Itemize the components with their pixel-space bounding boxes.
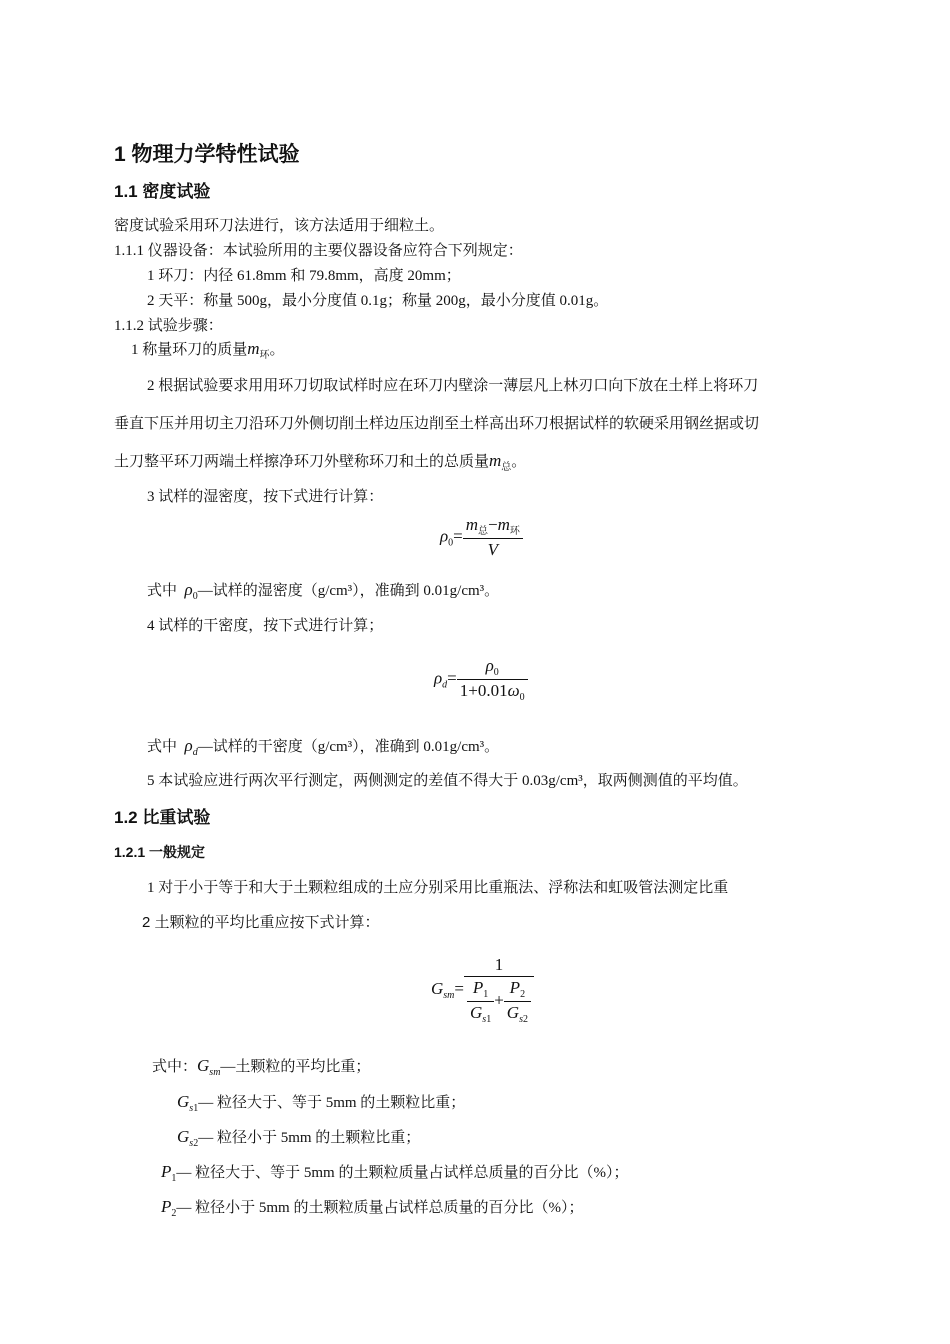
subscript-0: 0 — [519, 692, 525, 703]
subscript-d: d — [192, 747, 198, 758]
formula-average-specific-gravity — [431, 955, 534, 1025]
numerator-one: 1 — [464, 955, 534, 977]
symbol-m: m — [489, 451, 502, 470]
equipment-item-ring-knife: 1 环刀：内径 61.8mm 和 79.8mm，高度 20mm； — [147, 268, 461, 284]
definition-gsm — [152, 1055, 370, 1078]
denominator-gs2 — [504, 1002, 531, 1025]
numerator-p1 — [467, 978, 494, 1002]
fraction-p2-gs2 — [504, 978, 531, 1025]
symbol-rho: ρ — [184, 736, 193, 755]
section-1-2-heading: 1.2 比重试验 — [114, 808, 211, 827]
where-prefix: 式中 — [147, 739, 178, 755]
step-2-line-3-text: 土刀整平环刀两端土样擦净环刀外壁称环刀和土的总质量 — [114, 454, 490, 470]
fraction — [463, 515, 523, 560]
definition-text: — 粒径大于、等于 5mm 的土颗粒质量占试样总质量的百分比（%）； — [176, 1165, 629, 1181]
where-prefix: 式中： — [152, 1059, 198, 1075]
symbol-rho: ρ — [440, 526, 449, 546]
equipment-heading: 1.1.1 仪器设备：本试验所用的主要仪器设备应符合下列规定： — [114, 243, 523, 259]
denominator-volume: V — [487, 540, 499, 559]
definition-gs1 — [177, 1091, 465, 1114]
subscript-0: 0 — [192, 591, 198, 602]
subscript-2: 2 — [520, 989, 526, 1000]
definition-gs2 — [177, 1126, 420, 1149]
subscript-sm: sm — [209, 1067, 221, 1078]
period: 。 — [511, 454, 527, 470]
symbol-g: G — [177, 1092, 190, 1111]
section-1-2-1-heading: 1.2.1 一般规定 — [114, 844, 206, 860]
subscript-2: 2 — [193, 1138, 199, 1149]
subscript-1: 1 — [171, 1173, 177, 1184]
step-5: 5 本试验应进行两次平行测定，两侧测定的差值不得大于 0.03g/cm³，取两侧测值的平均值。 — [147, 773, 748, 789]
symbol-rho: ρ — [434, 668, 443, 688]
fraction — [457, 656, 528, 703]
subscript-0: 0 — [448, 537, 454, 549]
symbol-g: G — [177, 1127, 190, 1146]
symbol-p: P — [161, 1197, 172, 1216]
subscript-0: 0 — [493, 667, 499, 678]
definition-p2 — [161, 1196, 583, 1219]
denominator-gs1 — [467, 1002, 494, 1025]
formula-dry-density — [434, 656, 528, 703]
subscript-d: d — [442, 679, 448, 691]
where-definition: —试样的干密度（g/cm³），准确到 0.01g/cm³。 — [197, 739, 500, 755]
equals-sign: = — [453, 526, 463, 546]
definition-text: — 粒径小于 5mm 的土颗粒比重； — [198, 1130, 421, 1146]
period: 。 — [269, 342, 285, 358]
step-2-line-1: 2 根据试验要求用用环刀切取试样时应在环刀内壁涂一薄层凡上林刃口向下放在土样上将环刀 — [147, 378, 759, 394]
step-3: 3 试样的湿密度，按下式进行计算： — [147, 489, 384, 505]
subscript-s: s — [482, 1014, 487, 1025]
equals-sign: = — [454, 978, 464, 998]
equipment-item-balance: 2 天平：称量 500g，最小分度值 0.1g；称量 200g，最小分度值 0.01g。 — [147, 293, 609, 309]
subscript-s: s — [189, 1138, 194, 1149]
fraction-p1-gs1 — [467, 978, 494, 1025]
symbol-g: G — [197, 1056, 210, 1075]
step-4: 4 试样的干密度，按下式进行计算； — [147, 618, 384, 634]
numerator — [457, 656, 528, 680]
plus-sign: + — [494, 990, 504, 1010]
subscript-total: 总 — [478, 526, 489, 537]
subscript-2: 2 — [171, 1208, 177, 1219]
numerator-p2 — [504, 978, 531, 1002]
denominator-constant: 1+0.01 — [459, 681, 508, 700]
section-1-heading: 1 物理力学特性试验 — [114, 143, 300, 166]
density-intro: 密度试验采用环刀法进行，该方法适用于细粒土。 — [114, 218, 445, 234]
symbol-m: m — [247, 339, 260, 358]
symbol-g: G — [506, 1003, 520, 1022]
definition-text: —土颗粒的平均比重； — [220, 1059, 371, 1075]
subscript-2: 2 — [522, 1014, 528, 1025]
formula-wet-density — [440, 515, 523, 560]
rule-1: 1 对于小于等于和大于土颗粒组成的土应分别采用比重瓶法、浮称法和虹吸管法测定比重 — [147, 880, 729, 896]
fraction-outer — [464, 955, 534, 1025]
numerator — [463, 515, 523, 539]
subscript-ring: 环 — [259, 350, 270, 361]
denominator-sum — [464, 977, 534, 1025]
step-2-line-2: 垂直下压并用切主刀沿环刀外侧切削土样边压边削至土样高出环刀根据试样的软硬采用钢丝据或切 — [114, 416, 760, 432]
symbol-p: P — [509, 978, 521, 997]
step-1-text: 1 称量环刀的质量 — [131, 342, 248, 358]
subscript-s: s — [189, 1103, 194, 1114]
definition-text: — 粒径大于、等于 5mm 的土颗粒比重； — [198, 1095, 466, 1111]
where-prefix: 式中 — [147, 583, 178, 599]
definition-text: — 粒径小于 5mm 的土颗粒质量占试样总质量的百分比（%）； — [176, 1200, 584, 1216]
minus-sign: − — [488, 515, 498, 534]
symbol-omega: ω — [507, 681, 520, 700]
subscript-total: 总 — [501, 462, 512, 473]
steps-heading: 1.1.2 试验步骤： — [114, 318, 223, 334]
symbol-p: P — [161, 1162, 172, 1181]
rule-2: 2 土颗粒的平均比重应按下式计算： — [142, 914, 380, 931]
denominator — [457, 680, 528, 703]
step-2-line-3 — [114, 450, 526, 473]
where-dry-density — [147, 735, 499, 758]
subscript-sm: sm — [443, 989, 455, 1001]
symbol-m: m — [497, 515, 510, 534]
where-definition: —试样的湿密度（g/cm³），准确到 0.01g/cm³。 — [197, 583, 500, 599]
subscript-1: 1 — [483, 989, 489, 1000]
symbol-rho: ρ — [184, 580, 193, 599]
step-1 — [131, 338, 285, 361]
section-1-1-heading: 1.1 密度试验 — [114, 182, 211, 201]
definition-p1 — [161, 1161, 628, 1184]
where-wet-density — [147, 579, 499, 602]
symbol-g: G — [431, 978, 444, 998]
symbol-p: P — [472, 978, 484, 997]
subscript-ring: 环 — [509, 526, 520, 537]
subscript-1: 1 — [193, 1103, 199, 1114]
subscript-s: s — [519, 1014, 523, 1025]
symbol-m: m — [465, 515, 479, 534]
subscript-1: 1 — [486, 1014, 492, 1025]
symbol-rho: ρ — [485, 656, 494, 675]
equals-sign: = — [447, 668, 457, 688]
symbol-g: G — [470, 1003, 483, 1022]
